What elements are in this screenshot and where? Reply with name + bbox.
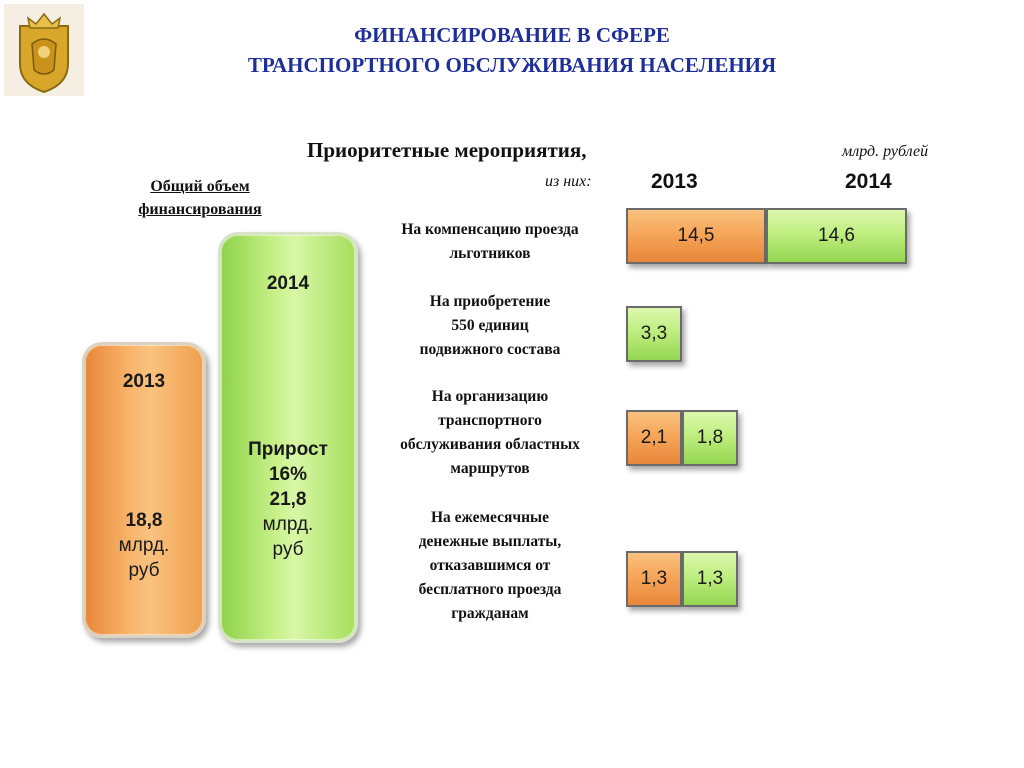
total-2014-value: 21,8 — [269, 489, 307, 510]
category-label — [368, 385, 612, 481]
category-label-line: На приобретение — [429, 293, 551, 310]
total-2014-unit-1: млрд. — [262, 514, 314, 535]
total-2013-pill — [82, 342, 206, 638]
category-label-line: льготников — [449, 245, 531, 262]
title-line-2: ТРАНСПОРТНОГО ОБСЛУЖИВАНИЯ НАСЕЛЕНИЯ — [247, 53, 777, 77]
category-label-line: подвижного состава — [419, 341, 561, 358]
total-2013-unit-2: руб — [128, 560, 160, 581]
total-2013-value: 18,8 — [125, 510, 163, 531]
category-label — [368, 218, 612, 266]
total-financing-label — [110, 175, 290, 221]
total-label-line-2: финансирования — [138, 201, 262, 218]
total-2014-year: 2014 — [266, 273, 310, 294]
category-label-line: транспортного — [438, 412, 542, 429]
bar-2013 — [626, 551, 682, 607]
category-label — [368, 506, 612, 626]
total-2013-unit-1: млрд. — [118, 535, 170, 556]
category-label-line: На ежемесячные — [430, 509, 550, 526]
category-label-line: На организацию — [431, 388, 549, 405]
category-label — [368, 290, 612, 362]
bar-2014 — [626, 306, 682, 362]
bar-value-label: 1,3 — [640, 568, 668, 589]
total-2013-year: 2013 — [122, 371, 166, 392]
category-label-line: маршрутов — [450, 460, 530, 477]
chart-title: Приоритетные мероприятия, — [307, 138, 587, 162]
unit-label: млрд. рублей — [842, 143, 929, 160]
bar-value-label: 14,6 — [818, 225, 855, 246]
page-title — [0, 20, 1024, 80]
title-line-1: ФИНАНСИРОВАНИЕ В СФЕРЕ — [354, 23, 670, 47]
bar-2013 — [626, 208, 766, 264]
category-label-line: отказавшимся от — [429, 557, 551, 574]
category-label-line: гражданам — [451, 605, 529, 622]
subheader-label: из них: — [545, 173, 592, 190]
bar-2014 — [682, 551, 738, 607]
total-label-line-1: Общий объем — [150, 178, 250, 195]
growth-label: Прирост — [248, 439, 328, 460]
total-2014-unit-2: руб — [272, 539, 304, 560]
year-header-2014: 2014 — [845, 170, 892, 193]
bar-value-label: 2,1 — [640, 427, 668, 448]
bar-value-label: 3,3 — [640, 323, 668, 344]
category-label-line: 550 единиц — [451, 317, 529, 334]
category-label-line: бесплатного проезда — [418, 581, 562, 598]
bar-value-label: 1,8 — [696, 427, 724, 448]
bar-2014 — [766, 208, 907, 264]
category-label-line: денежные выплаты, — [418, 533, 562, 550]
growth-value: 16% — [268, 464, 308, 485]
bar-2013 — [626, 410, 682, 466]
category-label-line: На компенсацию проезда — [401, 221, 579, 238]
category-label-line: обслуживания областных — [400, 436, 580, 453]
bar-value-label: 14,5 — [677, 225, 715, 246]
year-header-2013: 2013 — [651, 170, 698, 193]
bar-value-label: 1,3 — [696, 568, 724, 589]
bar-2014 — [682, 410, 738, 466]
total-2014-pill — [218, 232, 358, 643]
